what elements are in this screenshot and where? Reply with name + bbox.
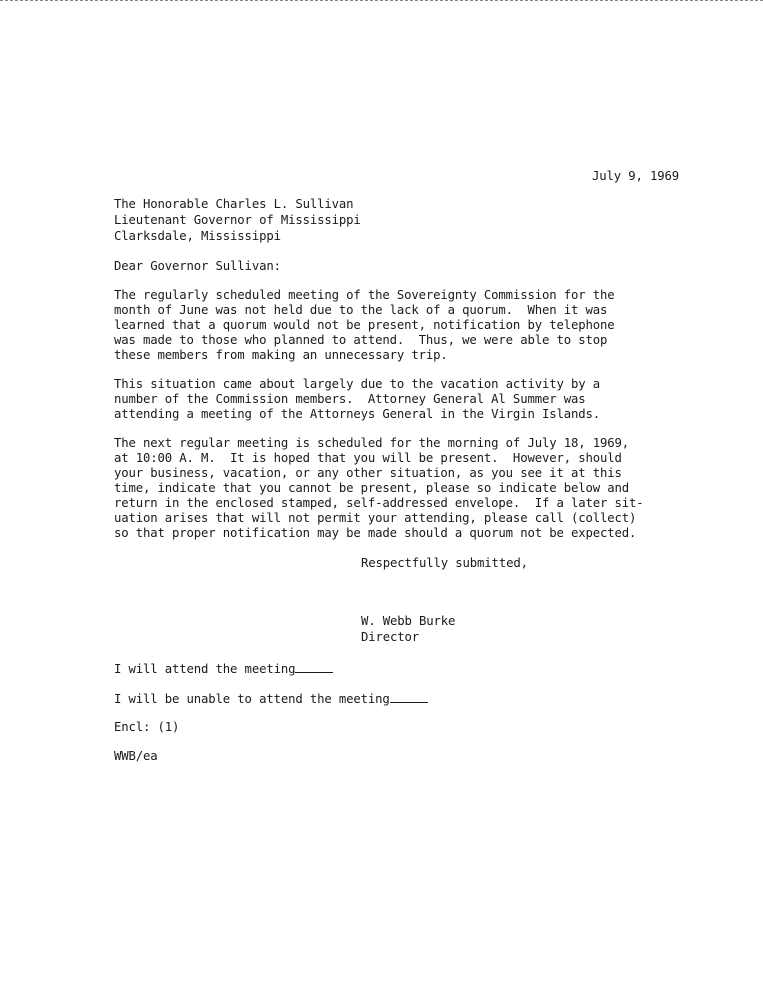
- paragraph-line: This situation came about largely due to the vacation activity by a: [114, 377, 600, 391]
- paragraph-line: uation arises that will not permit your attending, please call (collect): [114, 511, 637, 525]
- letter-date: July 9, 1969: [592, 169, 680, 183]
- paragraph-line: The regularly scheduled meeting of the Sovereignty Commission for the: [114, 288, 615, 302]
- unable-option: [114, 690, 428, 707]
- unable-option-label: I will be unable to attend the meeting: [114, 692, 390, 706]
- initials: WWB/ea: [114, 749, 158, 763]
- paragraph-line: was made to those who planned to attend. Thus, we were able to stop: [114, 333, 608, 347]
- closing: Respectfully submitted,: [361, 556, 528, 570]
- address-line: The Honorable Charles L. Sullivan: [114, 197, 354, 211]
- attend-option-label: I will attend the meeting: [114, 662, 296, 676]
- paragraph-line: The next regular meeting is scheduled for the morning of July 18, 1969,: [114, 436, 629, 450]
- top-border: [0, 0, 763, 1]
- enclosure: Encl: (1): [114, 720, 180, 734]
- salutation: Dear Governor Sullivan:: [114, 259, 281, 273]
- paragraph-line: month of June was not held due to the lack of a quorum. When it was: [114, 303, 608, 317]
- address-line: Clarksdale, Mississippi: [114, 229, 281, 243]
- paragraph-line: at 10:00 A. M. It is hoped that you will be present. However, should: [114, 451, 622, 465]
- signer-title: Director: [361, 630, 420, 644]
- paragraph-line: attending a meeting of the Attorneys General in the Virgin Islands.: [114, 407, 600, 421]
- unable-checkbox-blank[interactable]: [390, 690, 428, 703]
- address-line: Lieutenant Governor of Mississippi: [114, 213, 361, 227]
- paragraph-line: number of the Commission members. Attorney General Al Summer was: [114, 392, 586, 406]
- paragraph-line: your business, vacation, or any other situation, as you see it at this: [114, 466, 622, 480]
- signer-name: W. Webb Burke: [361, 614, 456, 628]
- attend-checkbox-blank[interactable]: [295, 660, 333, 673]
- paragraph-line: so that proper notification may be made should a quorum not be expected.: [114, 526, 637, 540]
- paragraph-line: return in the enclosed stamped, self-addressed envelope. If a later sit-: [114, 496, 644, 510]
- paragraph-line: these members from making an unnecessary trip.: [114, 348, 448, 362]
- attend-option: [114, 660, 333, 677]
- paragraph-line: learned that a quorum would not be present, notification by telephone: [114, 318, 615, 332]
- paragraph-line: time, indicate that you cannot be present, please so indicate below and: [114, 481, 629, 495]
